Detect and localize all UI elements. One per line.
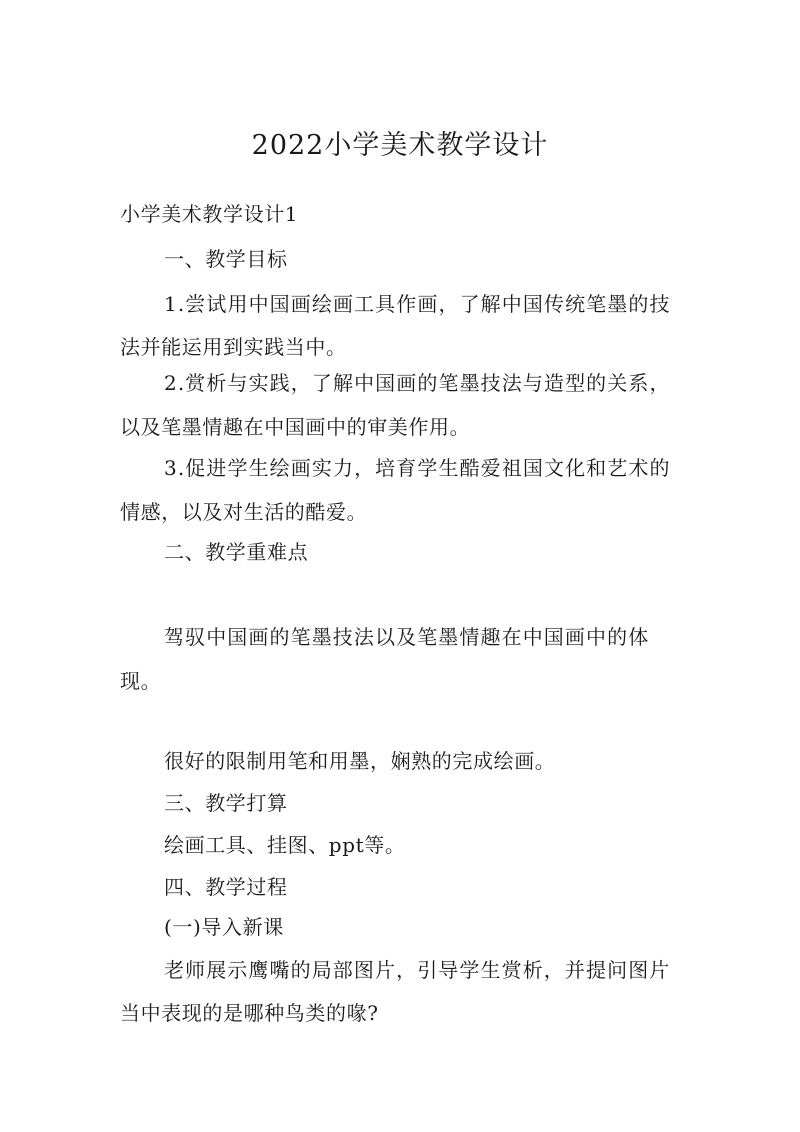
paragraph-line: 3.促进学生绘画实力，培育学生酷爱祖国文化和艺术的 (164, 456, 671, 480)
heading-teaching-goals: 一、教学目标 (164, 247, 288, 271)
paragraph-line: 2.赏析与实践，了解中国画的笔墨技法与造型的关系， (164, 371, 671, 395)
paragraph-line: 1.尝试用中国画绘画工具作画，了解中国传统笔墨的技 (164, 292, 671, 316)
paragraph-line: 很好的限制用笔和用墨，娴熟的完成绘画。 (164, 749, 556, 773)
paragraph-line: 情感，以及对生活的酷爱。 (120, 500, 368, 524)
section-heading: 小学美术教学设计1 (120, 202, 299, 226)
document-title: 2022小学美术教学设计 (251, 130, 549, 161)
paragraph-line: 驾驭中国画的笔墨技法以及笔墨情趣在中国画中的体 (164, 625, 650, 649)
heading-teaching-process: 四、教学过程 (164, 875, 288, 899)
paragraph-line: 法并能运用到实践当中。 (120, 335, 347, 359)
paragraph-line: 现。 (120, 669, 162, 693)
paragraph-line: 绘画工具、挂图、ppt等。 (164, 833, 406, 857)
heading-key-difficulties: 二、教学重难点 (164, 540, 309, 564)
heading-teaching-plan: 三、教学打算 (164, 791, 288, 815)
subheading-intro: (一)导入新课 (164, 915, 284, 939)
paragraph-line: 老师展示鹰嘴的局部图片，引导学生赏析，并提问图片 (164, 958, 671, 982)
paragraph-line: 以及笔墨情趣在中国画中的审美作用。 (120, 415, 471, 439)
paragraph-line: 当中表现的是哪种鸟类的喙? (120, 1001, 379, 1025)
